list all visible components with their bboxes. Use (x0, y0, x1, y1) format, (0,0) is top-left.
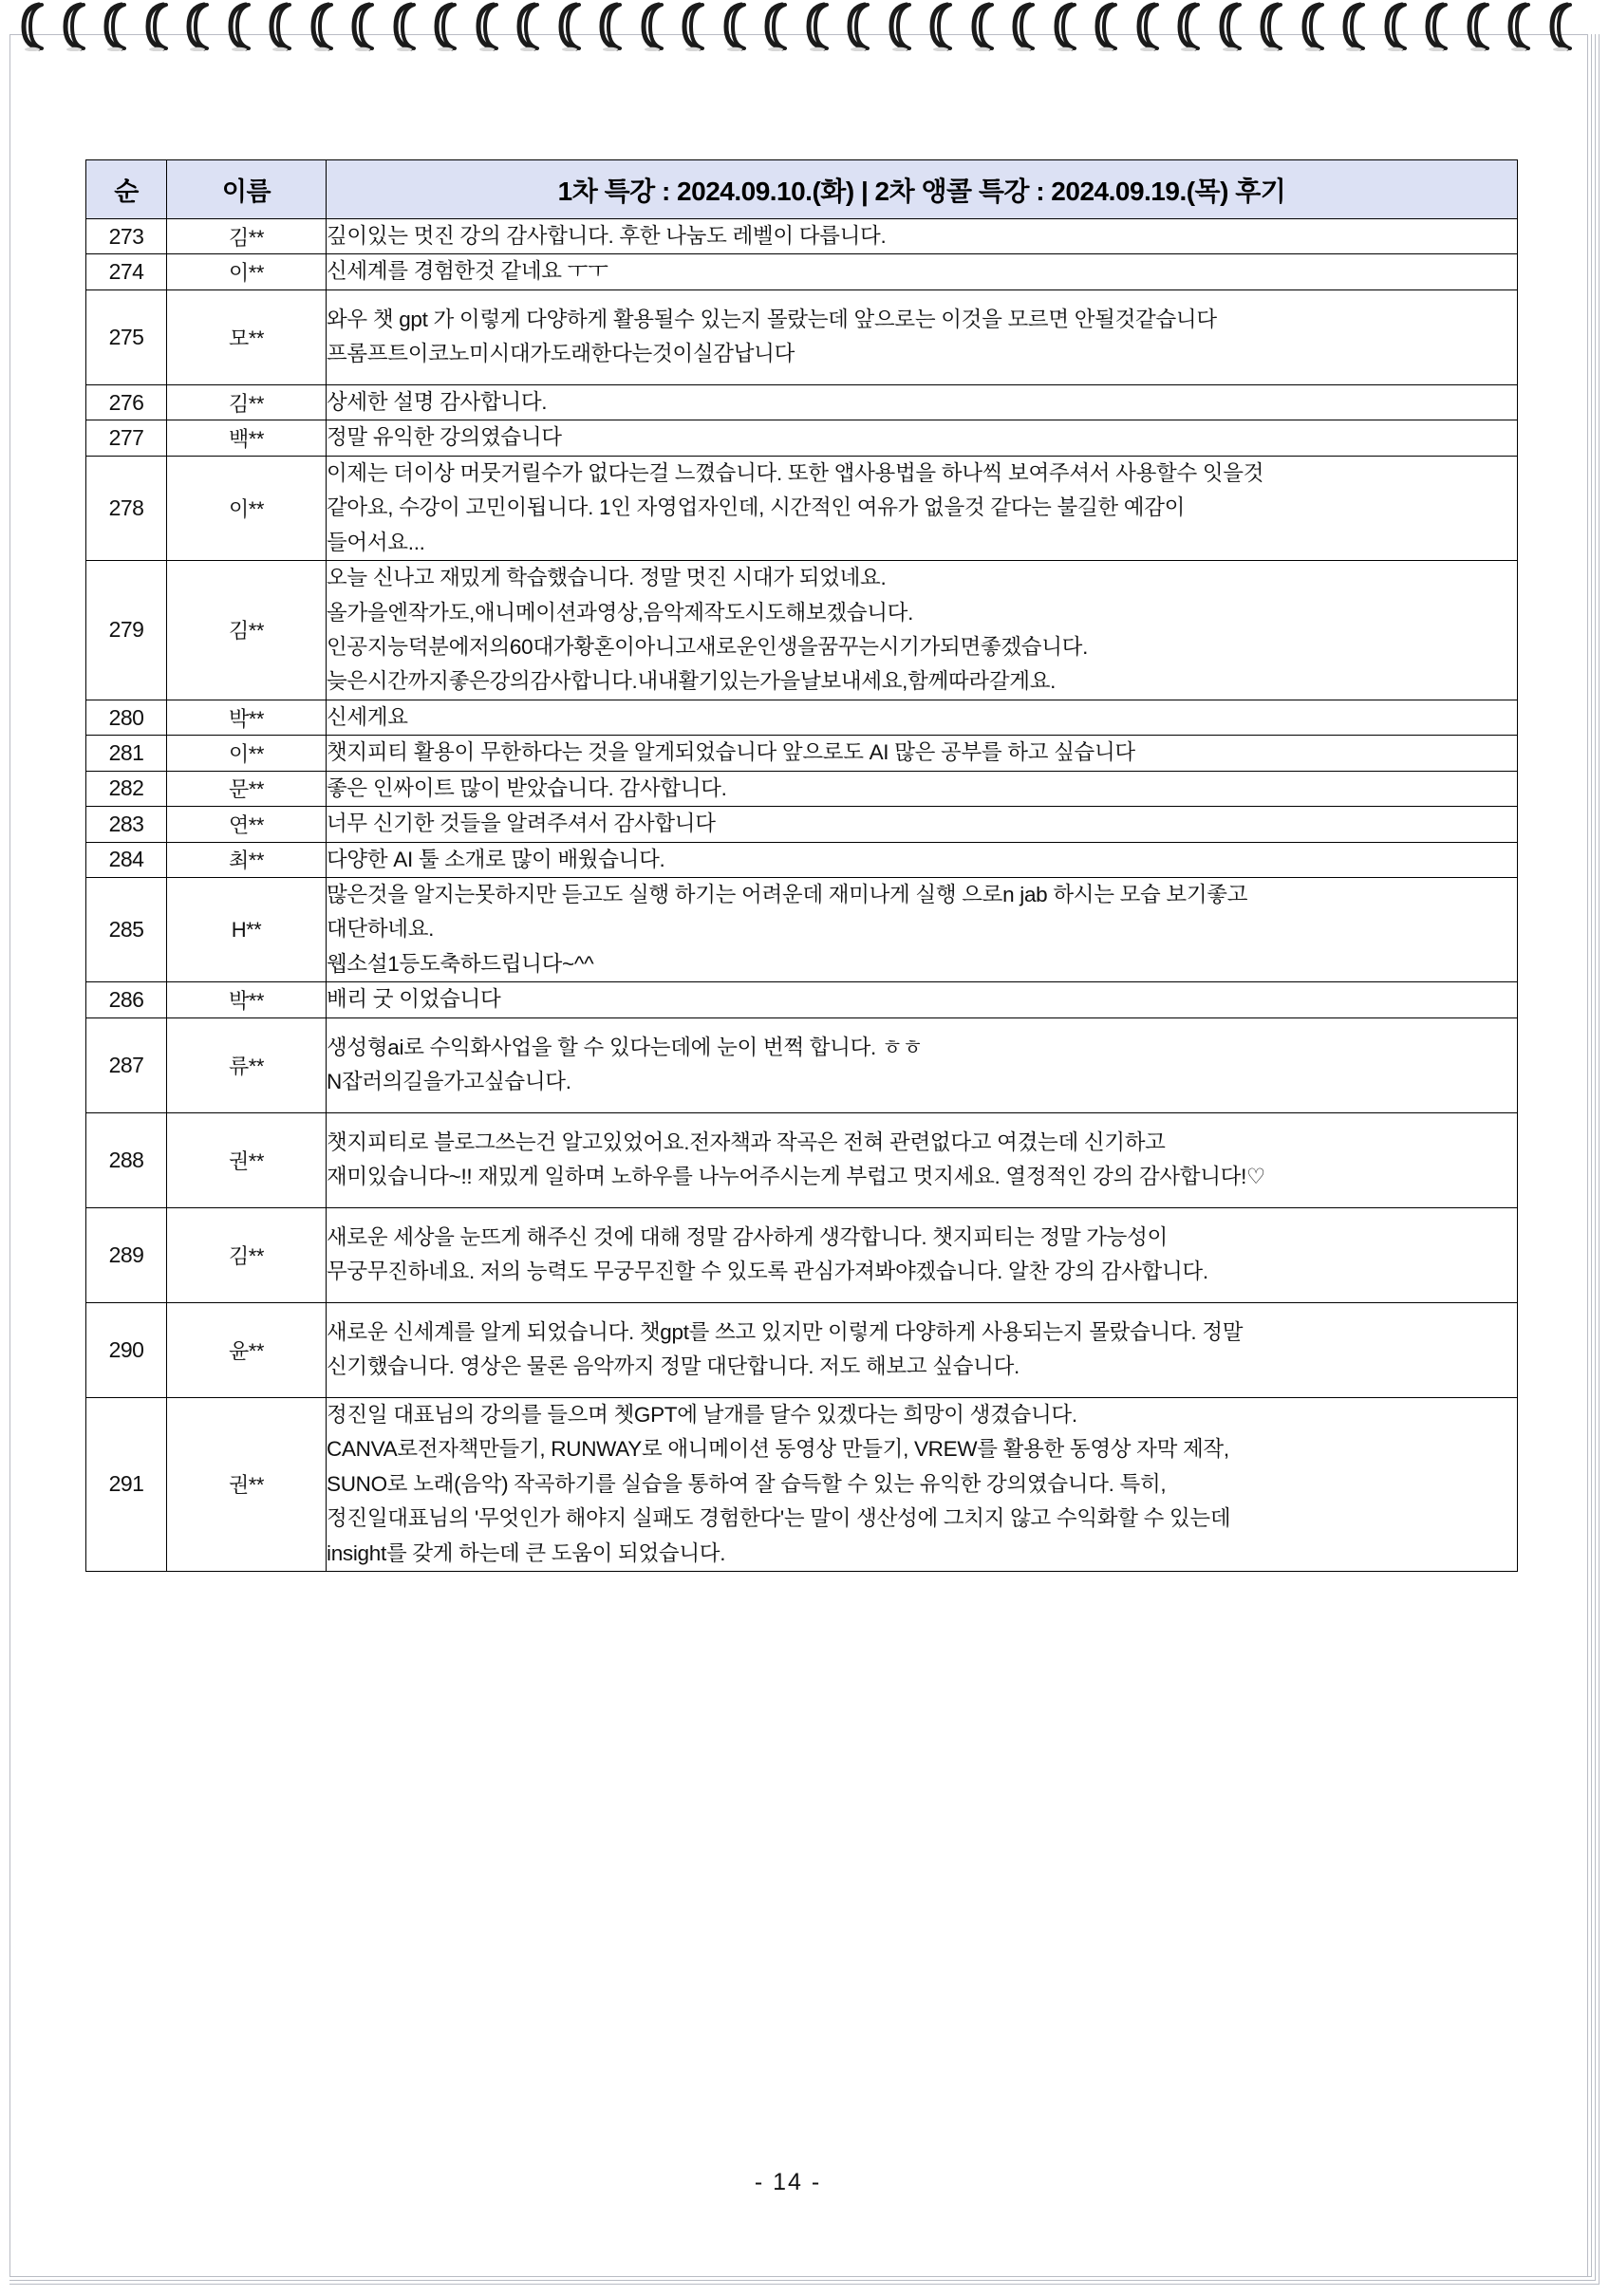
table-row (86, 771, 1518, 806)
review-text-line: 오늘 신나고 재밌게 학습했습니다. 정말 멋진 시대가 되었네요. (327, 566, 887, 590)
cell-review-text (327, 807, 1518, 842)
column-header-name: 이름 (167, 160, 327, 219)
cell-review-text (327, 1302, 1518, 1397)
table-body (86, 219, 1518, 1572)
cell-row-number: 281 (86, 736, 167, 771)
cell-row-number: 289 (86, 1207, 167, 1302)
cell-review-text (327, 219, 1518, 254)
review-text-line: 정말 유익한 강의였습니다 (327, 425, 562, 450)
cell-review-text (327, 456, 1518, 560)
table-row (86, 1017, 1518, 1112)
review-text-line: 상세한 설명 감사합니다. (327, 389, 548, 414)
review-text-line: 들어서요... (327, 530, 425, 554)
cell-review-text (327, 561, 1518, 700)
review-text-line: 챗지피티 활용이 무한하다는 것을 알게되었습니다 앞으로도 AI 많은 공부를 하고 싶습니다 (327, 740, 1135, 765)
cell-row-number: 276 (86, 384, 167, 420)
review-table (85, 159, 1518, 1572)
cell-reviewer-name: 박** (167, 700, 327, 735)
review-text-line: 프롬프트이코노미시대가도래한다는것이실감납니다 (327, 342, 795, 366)
table-row (86, 842, 1518, 877)
cell-review-text (327, 1112, 1518, 1207)
review-text-line: 신세계를 경험한것 같네요 ㅜㅜ (327, 259, 608, 284)
cell-review-text (327, 700, 1518, 735)
cell-row-number: 285 (86, 878, 167, 982)
cell-row-number: 274 (86, 254, 167, 289)
review-text-line: 신세게요 (327, 704, 408, 729)
table-row (86, 1397, 1518, 1571)
review-text-line: 배리 굿 이었습니다 (327, 987, 501, 1012)
table-row (86, 289, 1518, 384)
review-table-container (85, 159, 1517, 1572)
review-text-line: 올가을엔작가도,애니메이션과영상,음악제작도시도해보겠습니다. (327, 600, 914, 625)
column-header-num: 순 (86, 160, 167, 219)
cell-reviewer-name: H** (167, 878, 327, 982)
review-text-line: 좋은 인싸이트 많이 받았습니다. 감사합니다. (327, 775, 727, 800)
cell-reviewer-name: 최** (167, 842, 327, 877)
cell-row-number: 287 (86, 1017, 167, 1112)
page-number: - 14 - (754, 2169, 822, 2195)
cell-row-number: 284 (86, 842, 167, 877)
cell-row-number: 283 (86, 807, 167, 842)
review-text-line: 너무 신기한 것들을 알려주셔서 감사합니다 (327, 812, 716, 836)
cell-review-text (327, 842, 1518, 877)
review-text-line: 정진일 대표님의 강의를 들으며 쳇GPT에 날개를 달수 있겠다는 희망이 생겼습니다. (327, 1402, 1077, 1427)
cell-reviewer-name: 윤** (167, 1302, 327, 1397)
table-row (86, 982, 1518, 1017)
cell-row-number: 277 (86, 420, 167, 456)
cell-row-number: 278 (86, 456, 167, 560)
table-header (86, 160, 1518, 219)
cell-row-number: 282 (86, 771, 167, 806)
table-row (86, 1302, 1518, 1397)
review-text-line: 같아요, 수강이 고민이됩니다. 1인 자영업자인데, 시간적인 여유가 없을것 같다는 불길한 예감이 (327, 495, 1186, 520)
review-text-line: 늦은시간까지좋은강의감사합니다.내내활기있는가을날보내세요,함께따라갈게요. (327, 669, 1057, 694)
review-text-line: 인공지능덕분에저의60대가황혼이아니고새로운인생을꿈꾸는시기가되면좋겠습니다. (327, 634, 1089, 659)
cell-row-number: 288 (86, 1112, 167, 1207)
table-row (86, 420, 1518, 456)
review-text-line: 웹소설1등도축하드립니다~^^ (327, 951, 594, 976)
cell-row-number: 279 (86, 561, 167, 700)
review-text-line: 생성형ai로 수익화사업을 할 수 있다는데에 눈이 번쩍 합니다. ㅎㅎ (327, 1035, 923, 1059)
cell-reviewer-name: 백** (167, 420, 327, 456)
review-text-line: 재미있습니다~!! 재밌게 일하며 노하우를 나누어주시는게 부럽고 멋지세요. 열정적인 강의 감사합니다!♡ (327, 1165, 1265, 1189)
review-text-line: SUNO로 노래(음악) 작곡하기를 실습을 통하여 잘 습득할 수 있는 유익한 강의였습니다. 특히, (327, 1471, 1167, 1496)
cell-row-number: 286 (86, 982, 167, 1017)
cell-row-number: 291 (86, 1397, 167, 1571)
review-text-line: 깊이있는 멋진 강의 감사합니다. 후한 나눔도 레벨이 다릅니다. (327, 224, 887, 248)
review-text-line: N잡러의길을가고싶습니다. (327, 1070, 571, 1094)
review-text-line: 새로운 세상을 눈뜨게 해주신 것에 대해 정말 감사하게 생각합니다. 챗지피티는 정말 가능성이 (327, 1224, 1168, 1249)
cell-reviewer-name: 김** (167, 1207, 327, 1302)
cell-review-text (327, 878, 1518, 982)
table-row (86, 878, 1518, 982)
review-text-line: 새로운 신세계를 알게 되었습니다. 챗gpt를 쓰고 있지만 이렇게 다양하게 사용되는지 몰랐습니다. 정말 (327, 1319, 1244, 1344)
cell-reviewer-name: 박** (167, 982, 327, 1017)
table-row (86, 561, 1518, 700)
table-row (86, 700, 1518, 735)
review-text-line: 다양한 AI 툴 소개로 많이 배웠습니다. (327, 847, 665, 871)
cell-row-number: 290 (86, 1302, 167, 1397)
review-text-line: 신기했습니다. 영상은 물론 음악까지 정말 대단합니다. 저도 해보고 싶습니다. (327, 1354, 1020, 1379)
cell-row-number: 280 (86, 700, 167, 735)
review-text-line: 많은것을 알지는못하지만 듣고도 실행 하기는 어려운데 재미나게 실행 으로n jab 하시는 모습 보기좋고 (327, 883, 1248, 906)
table-header-row (86, 160, 1518, 219)
cell-review-text (327, 420, 1518, 456)
cell-review-text (327, 1017, 1518, 1112)
cell-row-number: 275 (86, 289, 167, 384)
cell-reviewer-name: 김** (167, 561, 327, 700)
table-row (86, 1112, 1518, 1207)
cell-row-number: 273 (86, 219, 167, 254)
review-text-line: CANVA로전자책만들기, RUNWAY로 애니메이션 동영상 만들기, VREW를 활용한 동영상 자막 제작, (327, 1437, 1229, 1462)
cell-review-text (327, 384, 1518, 420)
cell-reviewer-name: 김** (167, 219, 327, 254)
table-row (86, 807, 1518, 842)
cell-review-text (327, 289, 1518, 384)
cell-reviewer-name: 류** (167, 1017, 327, 1112)
cell-reviewer-name: 이** (167, 456, 327, 560)
table-row (86, 1207, 1518, 1302)
review-text-line: 무궁무진하네요. 저의 능력도 무궁무진할 수 있도록 관심가져봐야겠습니다. 알찬 강의 감사합니다. (327, 1260, 1208, 1284)
review-text-line: 와우 챗 gpt 가 이렇게 다양하게 활용될수 있는지 몰랐는데 앞으로는 이것을 모르면 안될것같습니다 (327, 307, 1217, 331)
review-text-line: 챗지피티로 블로그쓰는건 알고있었어요.전자책과 작곡은 전혀 관련없다고 여겼는데 신기하고 (327, 1129, 1166, 1154)
table-row (86, 456, 1518, 560)
column-header-review: 1차 특강 : 2024.09.10.(화) | 2차 앵콜 특강 : 2024.09.19.(목) 후기 (327, 160, 1518, 219)
cell-review-text (327, 254, 1518, 289)
table-row (86, 219, 1518, 254)
table-row (86, 736, 1518, 771)
review-text-line: 대단하네요. (327, 917, 435, 942)
table-row (86, 254, 1518, 289)
review-text-line: 이제는 더이상 머뭇거릴수가 없다는걸 느꼈습니다. 또한 앱사용법을 하나씩 보여주셔서 사용할수 잇을것 (327, 460, 1264, 485)
review-text-line: insight를 갖게 하는데 큰 도움이 되었습니다. (327, 1540, 726, 1565)
cell-reviewer-name: 연** (167, 807, 327, 842)
cell-reviewer-name: 권** (167, 1397, 327, 1571)
cell-review-text (327, 982, 1518, 1017)
cell-review-text (327, 1397, 1518, 1571)
cell-review-text (327, 1207, 1518, 1302)
cell-review-text (327, 771, 1518, 806)
table-row (86, 384, 1518, 420)
cell-review-text (327, 736, 1518, 771)
cell-reviewer-name: 모** (167, 289, 327, 384)
cell-reviewer-name: 권** (167, 1112, 327, 1207)
cell-reviewer-name: 이** (167, 254, 327, 289)
cell-reviewer-name: 문** (167, 771, 327, 806)
cell-reviewer-name: 김** (167, 384, 327, 420)
review-text-line: 정진일대표님의 '무엇인가 해야지 실패도 경험한다'는 말이 생산성에 그치지 않고 수익화할 수 있는데 (327, 1506, 1231, 1531)
cell-reviewer-name: 이** (167, 736, 327, 771)
